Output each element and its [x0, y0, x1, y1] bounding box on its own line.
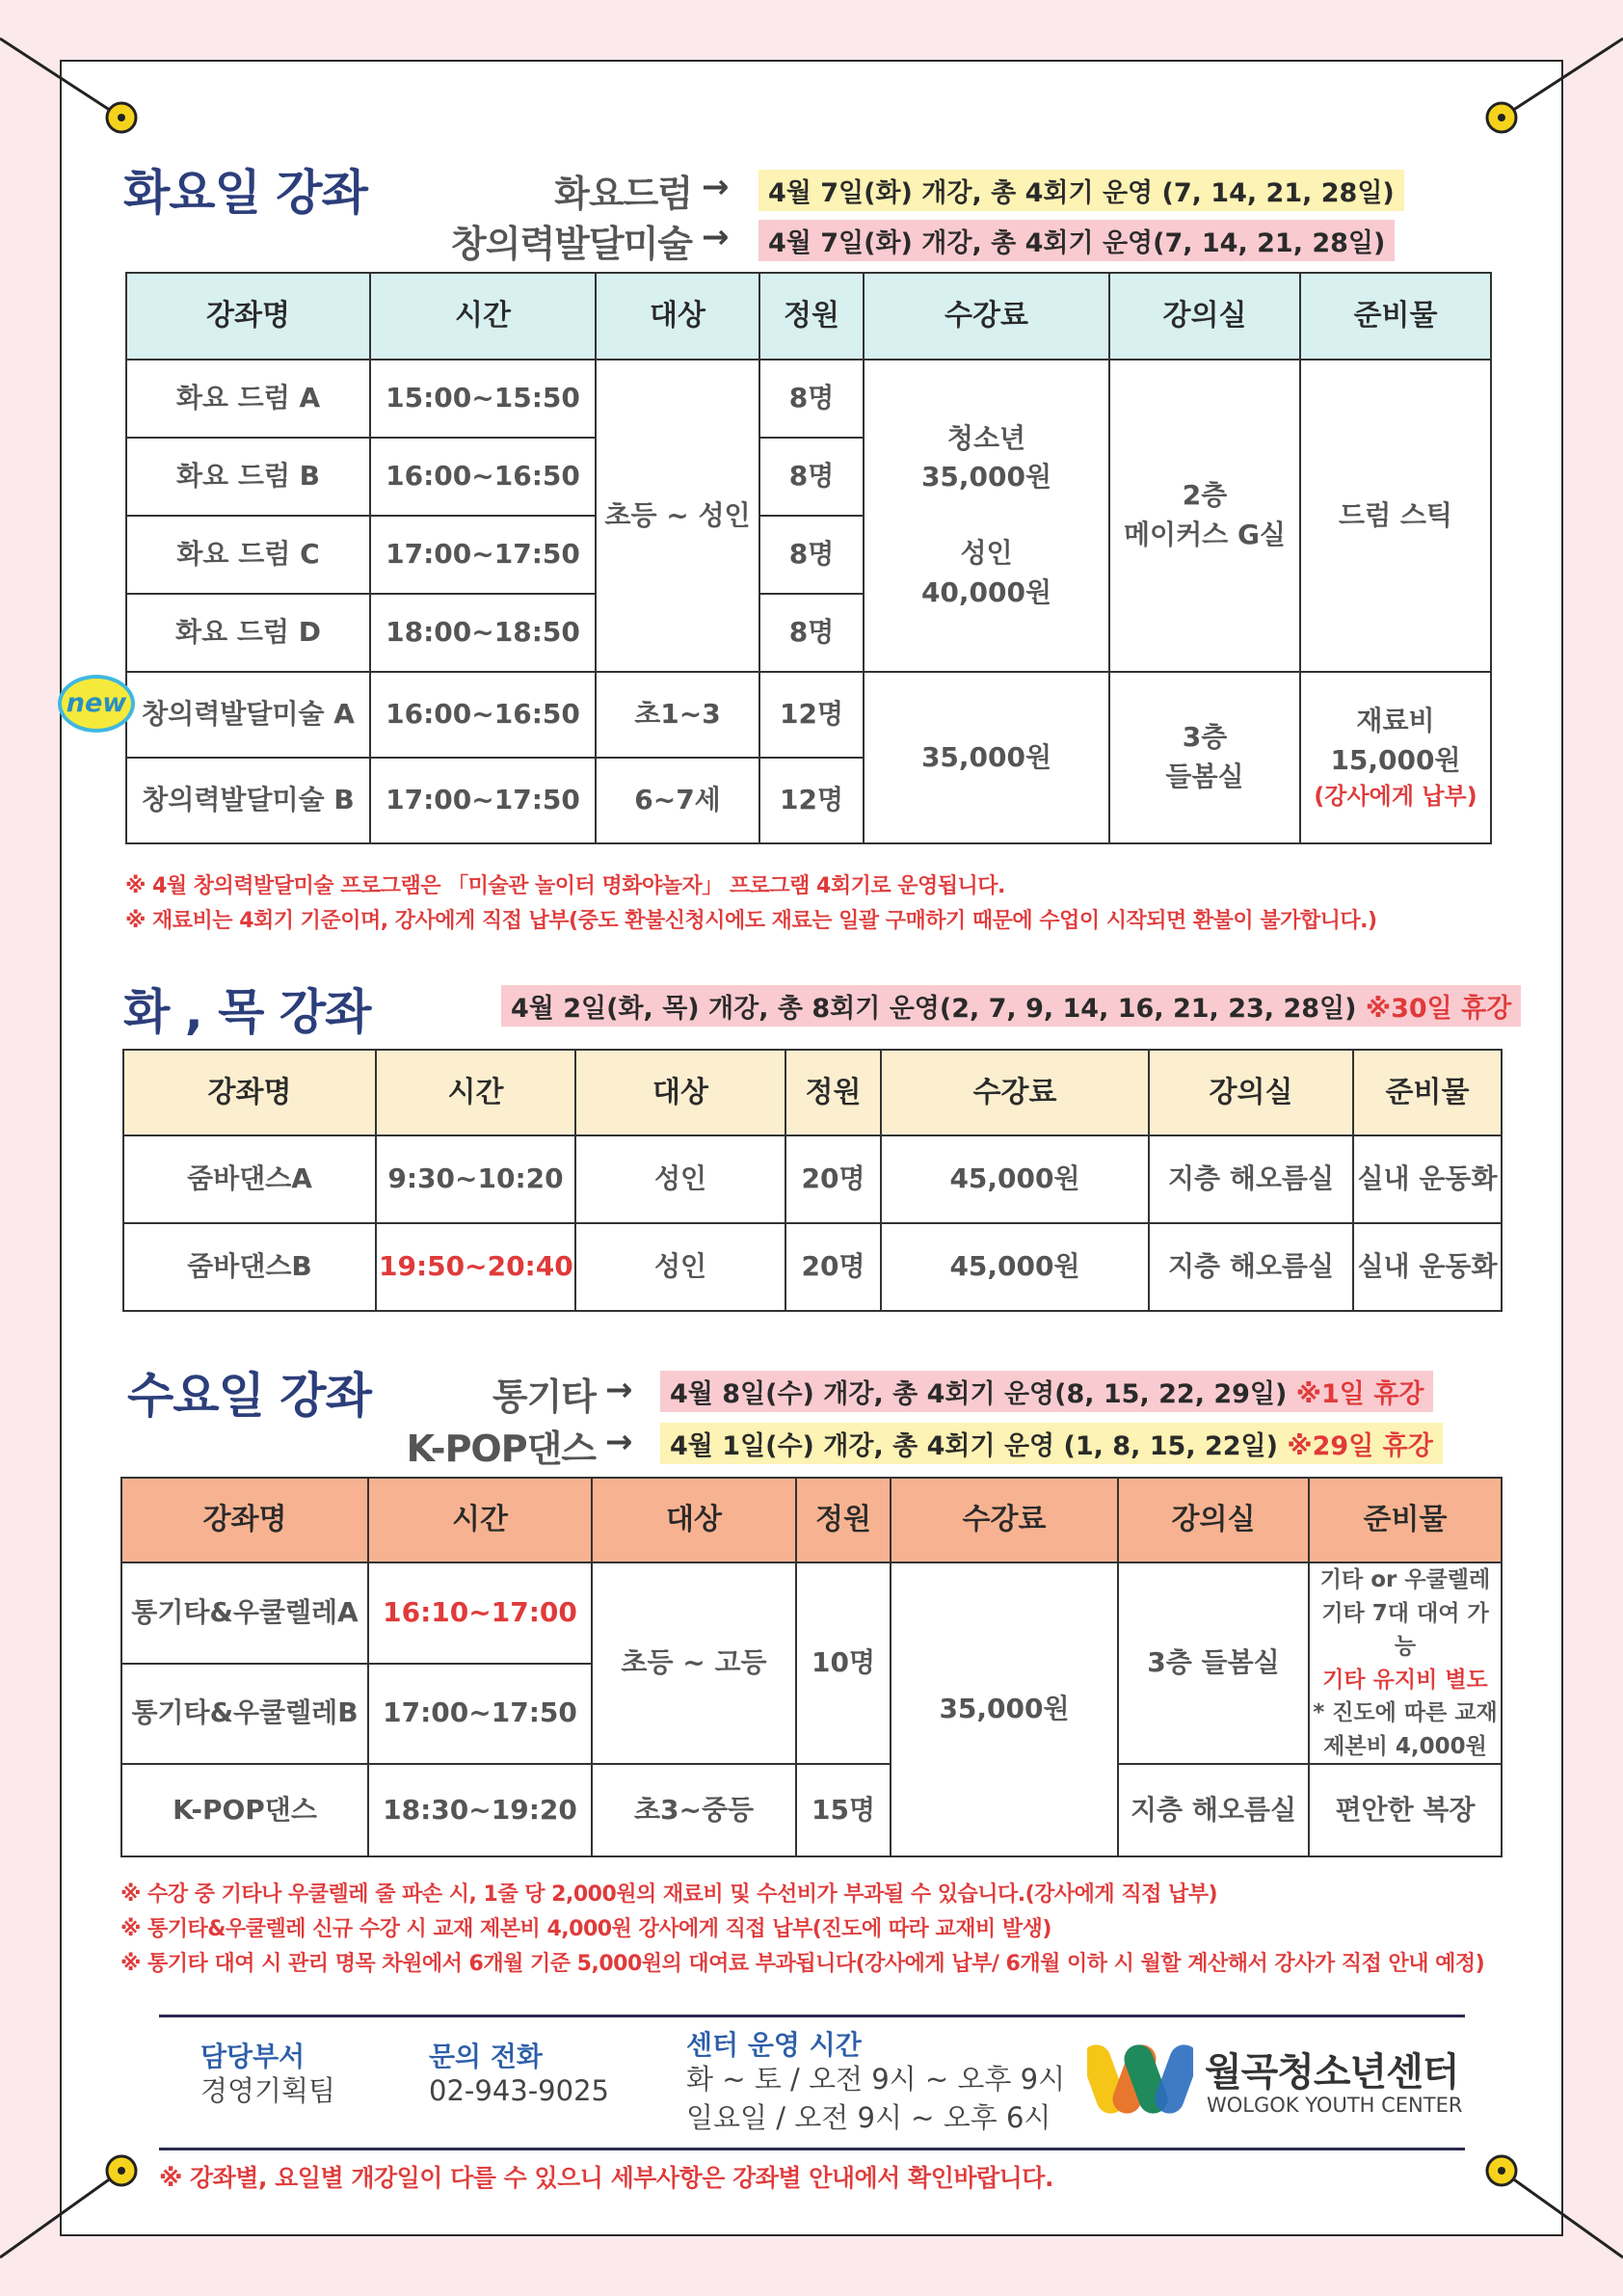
table-row [121, 1562, 1502, 1664]
info-text: 4월 8일(수) 개강, 총 4회기 운영(8, 15, 22, 29일) [670, 1379, 1288, 1409]
course-name: 줌바댄스A [123, 1135, 376, 1223]
center-logo-name: 월곡청소년센터 [1205, 2050, 1459, 2095]
arrow-icon: → [605, 1371, 633, 1409]
fee-youth-label: 청소년 [946, 421, 1026, 454]
header-time: 시간 [376, 1050, 575, 1135]
header-room: 강의실 [1118, 1478, 1309, 1562]
info-holiday: ※29일 휴강 [1277, 1431, 1433, 1461]
supplies-line: 기타 or 우쿨렐레 [1319, 1567, 1491, 1592]
table-header-row [126, 273, 1491, 360]
note: ※ 통기타&우쿨렐레 신규 수강 시 교재 제본비 4,000원 강사에게 직접 납부(진도에 따라 교재비 발생) [120, 1917, 1051, 1941]
supplies-cost: 15,000원 [1330, 743, 1461, 776]
fee-adult: 40,000원 [920, 575, 1052, 608]
course-time: 16:10~17:00 [368, 1562, 592, 1664]
supplies-note: (강사에게 납부) [1314, 783, 1477, 811]
course-supplies: 실내 운동화 [1353, 1135, 1502, 1223]
course-name: 화요 드럼 A [126, 360, 370, 438]
phone-label: 문의 전화 [429, 2041, 543, 2072]
header-target: 대상 [596, 273, 759, 360]
header-fee: 수강료 [864, 273, 1109, 360]
course-target: 초1~3 [596, 672, 759, 758]
course-info-kpop [660, 1423, 1443, 1464]
course-fee: 45,000원 [881, 1135, 1149, 1223]
supplies-line: 제본비 4,000원 [1323, 1733, 1487, 1759]
course-name: 창의력발달미술 A [126, 672, 370, 758]
course-supplies [1300, 672, 1491, 843]
course-time: 17:00~17:50 [370, 758, 596, 843]
course-name-guitar: 통기타 [492, 1375, 596, 1418]
tuethu-table [122, 1049, 1503, 1312]
course-name-art: 창의력발달미술 [451, 223, 692, 265]
hours-label: 센터 운영 시간 [686, 2029, 862, 2061]
course-name: K-POP댄스 [121, 1764, 368, 1856]
course-name: 통기타&우쿨렐레B [121, 1664, 368, 1765]
course-fee [864, 360, 1109, 672]
table-row [126, 360, 1491, 438]
center-logo-icon [1087, 2036, 1193, 2122]
course-fee: 35,000원 [891, 1562, 1118, 1856]
course-capacity: 15명 [796, 1764, 891, 1856]
course-time: 17:00~17:50 [368, 1664, 592, 1765]
note: ※ 통기타 대여 시 관리 명목 차원에서 6개월 기준 5,000원의 대여료 부과됩니다(강사에게 납부/ 6개월 이하 시 월할 계산해서 강사가 직접 안내 예정) [120, 1952, 1485, 1976]
header-course: 강좌명 [126, 273, 370, 360]
course-target: 성인 [575, 1223, 785, 1311]
supplies-line: 기타 7대 대여 가능 [1321, 1600, 1489, 1659]
note: ※ 재료비는 4회기 기준이며, 강사에게 직접 납부(중도 환불신청시에도 재료는 일괄 구매하기 때문에 수업이 시작되면 환불이 불가합니다.) [125, 909, 1377, 933]
course-info-zumba [501, 985, 1521, 1027]
arrow-icon: → [702, 168, 730, 206]
course-name: 통기타&우쿨렐레A [121, 1562, 368, 1664]
course-room [1109, 360, 1300, 672]
course-capacity: 8명 [759, 516, 864, 594]
supplies-line: * 진도에 따른 교재 [1313, 1700, 1498, 1725]
header-course: 강좌명 [121, 1478, 368, 1562]
header-fee: 수강료 [891, 1478, 1118, 1562]
table-row [126, 672, 1491, 758]
header-capacity: 정원 [759, 273, 864, 360]
dept-label: 담당부서 [200, 2041, 306, 2072]
course-room [1109, 672, 1300, 843]
course-time: 19:50~20:40 [376, 1223, 575, 1311]
table-row [121, 1764, 1502, 1856]
footer-divider [159, 2148, 1465, 2150]
center-logo-sub: WOLGOK YOUTH CENTER [1207, 2094, 1463, 2117]
header-capacity: 정원 [796, 1478, 891, 1562]
header-supplies: 준비물 [1300, 273, 1491, 360]
course-capacity: 8명 [759, 360, 864, 438]
course-capacity: 10명 [796, 1562, 891, 1764]
course-name: 화요 드럼 B [126, 438, 370, 516]
room-floor: 3층 [1182, 721, 1228, 754]
new-badge: new [58, 675, 135, 733]
course-name: 화요 드럼 C [126, 516, 370, 594]
fee-youth: 35,000원 [920, 461, 1052, 494]
footer-divider [159, 2015, 1465, 2017]
course-capacity: 12명 [759, 758, 864, 843]
course-name: 화요 드럼 D [126, 594, 370, 672]
course-supplies: 편안한 복장 [1309, 1764, 1502, 1856]
info-holiday: ※1일 휴강 [1287, 1379, 1424, 1409]
header-room: 강의실 [1109, 273, 1300, 360]
supplies-line: 기타 유지비 별도 [1322, 1667, 1488, 1693]
hours-weekday: 화 ~ 토 / 오전 9시 ~ 오후 9시 [686, 2063, 1066, 2096]
course-name-drum: 화요드럼 [554, 173, 692, 215]
note: ※ 수강 중 기타나 우쿨렐레 줄 파손 시, 1줄 당 2,000원의 재료비 및 수선비가 부과될 수 있습니다.(강사에게 직접 납부) [120, 1882, 1218, 1907]
course-time: 17:00~17:50 [370, 516, 596, 594]
wednesday-table [120, 1477, 1503, 1857]
course-target: 초등 ~ 고등 [592, 1562, 796, 1764]
course-target: 성인 [575, 1135, 785, 1223]
course-time: 15:00~15:50 [370, 360, 596, 438]
header-target: 대상 [592, 1478, 796, 1562]
info-text: 4월 2일(화, 목) 개강, 총 8회기 운영(2, 7, 9, 14, 16, 21, 23, 28일) [511, 994, 1357, 1024]
course-supplies: 실내 운동화 [1353, 1223, 1502, 1311]
tuesday-table [125, 272, 1492, 844]
course-fee: 35,000원 [864, 672, 1109, 843]
header-fee: 수강료 [881, 1050, 1149, 1135]
course-capacity: 12명 [759, 672, 864, 758]
header-supplies: 준비물 [1309, 1478, 1502, 1562]
room-name: 메이커스 G실 [1124, 519, 1286, 550]
section-title-wednesday: 수요일 강좌 [127, 1368, 371, 1424]
course-room: 3층 들봄실 [1118, 1562, 1309, 1764]
course-room: 지층 해오름실 [1149, 1135, 1353, 1223]
course-time: 18:30~19:20 [368, 1764, 592, 1856]
course-time: 16:00~16:50 [370, 438, 596, 516]
room-name: 들봄실 [1165, 761, 1244, 792]
header-target: 대상 [575, 1050, 785, 1135]
course-time: 16:00~16:50 [370, 672, 596, 758]
course-info-art: 4월 7일(화) 개강, 총 4회기 운영(7, 14, 21, 28일) [758, 220, 1395, 261]
dept-value: 경영기획팀 [200, 2074, 336, 2107]
note: ※ 4월 창의력발달미술 프로그램은 「미술관 놀이터 명화야놀자」 프로그램 4회기로 운영됩니다. [125, 874, 1005, 898]
section-title-tuethu: 화 , 목 강좌 [123, 984, 371, 1040]
header-time: 시간 [368, 1478, 592, 1562]
course-time: 18:00~18:50 [370, 594, 596, 672]
course-supplies: 드럼 스틱 [1300, 360, 1491, 672]
table-header-row [121, 1478, 1502, 1562]
course-name: 창의력발달미술 B [126, 758, 370, 843]
info-text: 4월 1일(수) 개강, 총 4회기 운영 (1, 8, 15, 22일) [670, 1431, 1278, 1461]
course-time: 9:30~10:20 [376, 1135, 575, 1223]
course-capacity: 20명 [785, 1135, 881, 1223]
course-room: 지층 해오름실 [1118, 1764, 1309, 1856]
phone-value: 02-943-9025 [429, 2074, 609, 2107]
course-info-drum: 4월 7일(화) 개강, 총 4회기 운영 (7, 14, 21, 28일) [758, 170, 1404, 211]
table-header-row [123, 1050, 1502, 1135]
course-capacity: 8명 [759, 594, 864, 672]
arrow-icon: → [605, 1423, 633, 1461]
section-title-tuesday: 화요일 강좌 [123, 165, 367, 221]
arrow-icon: → [702, 218, 730, 256]
header-course: 강좌명 [123, 1050, 376, 1135]
course-fee: 45,000원 [881, 1223, 1149, 1311]
course-name-kpop: K-POP댄스 [406, 1428, 596, 1470]
header-room: 강의실 [1149, 1050, 1353, 1135]
course-capacity: 20명 [785, 1223, 881, 1311]
course-target: 초등 ~ 성인 [596, 360, 759, 672]
course-name: 줌바댄스B [123, 1223, 376, 1311]
header-capacity: 정원 [785, 1050, 881, 1135]
supplies-label: 재료비 [1356, 705, 1435, 736]
course-capacity: 8명 [759, 438, 864, 516]
table-row [123, 1223, 1502, 1311]
course-supplies [1309, 1562, 1502, 1764]
bottom-note: ※ 강좌별, 요일별 개강일이 다를 수 있으니 세부사항은 강좌별 안내에서 확인바랍니다. [159, 2164, 1053, 2192]
header-supplies: 준비물 [1353, 1050, 1502, 1135]
info-holiday: ※30일 휴강 [1356, 994, 1512, 1024]
course-info-guitar [660, 1371, 1433, 1412]
room-floor: 2층 [1182, 479, 1228, 512]
course-target: 초3~중등 [592, 1764, 796, 1856]
hours-sunday: 일요일 / 오전 9시 ~ 오후 6시 [686, 2101, 1051, 2134]
course-room: 지층 해오름실 [1149, 1223, 1353, 1311]
table-row [123, 1135, 1502, 1223]
course-target: 6~7세 [596, 758, 759, 843]
fee-adult-label: 성인 [960, 537, 1013, 569]
header-time: 시간 [370, 273, 596, 360]
